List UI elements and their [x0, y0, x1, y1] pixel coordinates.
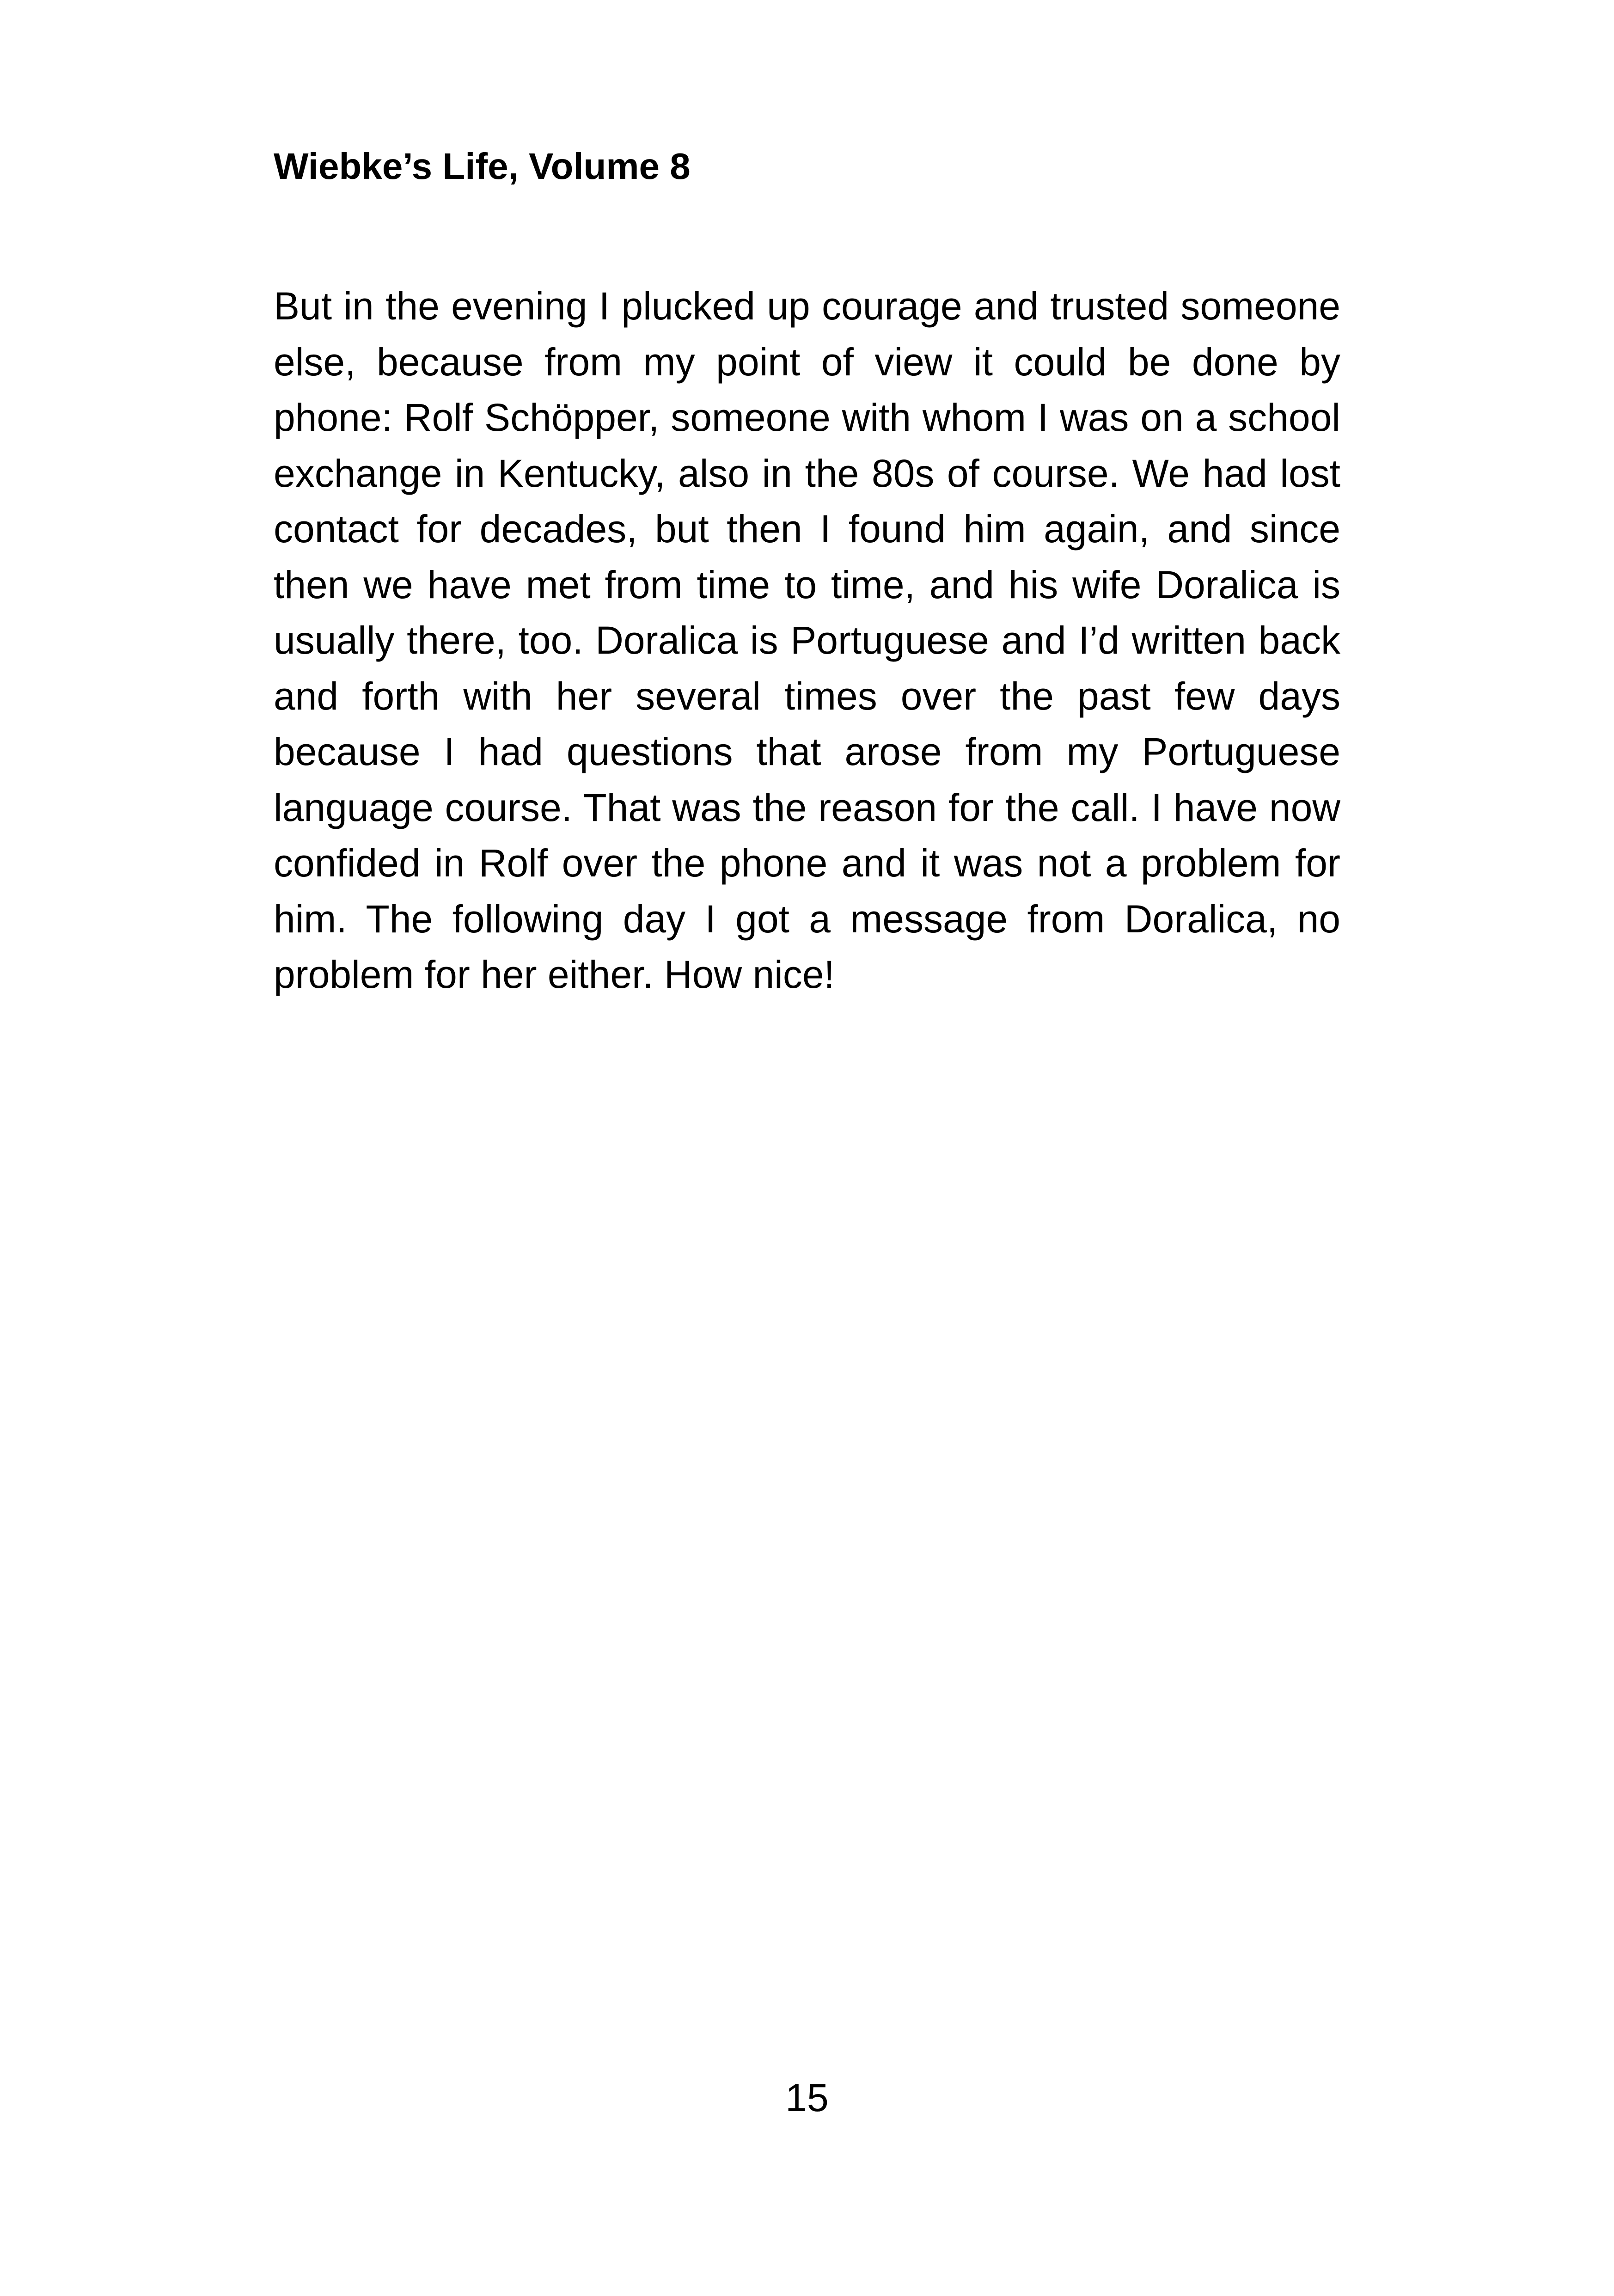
paragraph-line: and forth with her several times over the past few days [274, 674, 1340, 718]
paragraph-line: exchange in Kentucky, also in the 80s of course. We had lost [274, 451, 1340, 495]
paragraph-line: problem for her either. How nice! [274, 953, 835, 996]
paragraph-line: usually there, too. Doralica is Portuguese and I’d written back [274, 618, 1340, 662]
running-head-title: Wiebke’s Life, Volume 8 [274, 146, 691, 187]
paragraph-line: But in the evening I plucked up courage and trusted someone [274, 284, 1340, 328]
body-paragraph [274, 278, 1340, 1003]
paragraph-line: phone: Rolf Schöpper, someone with whom I was on a school [274, 396, 1340, 439]
paragraph-line: then we have met from time to time, and his wife Doralica is [274, 563, 1340, 606]
paragraph-line: contact for decades, but then I found him again, and since [274, 507, 1340, 551]
paragraph-line: because I had questions that arose from my Portuguese [274, 730, 1340, 773]
paragraph-line: language course. That was the reason for the call. I have now [274, 785, 1340, 829]
paragraph-line: him. The following day I got a message from Doralica, no [274, 897, 1340, 941]
page-number: 15 [785, 2076, 829, 2119]
paragraph-line: else, because from my point of view it could be done by [274, 340, 1340, 384]
paragraph-line: confided in Rolf over the phone and it was not a problem for [274, 841, 1340, 885]
